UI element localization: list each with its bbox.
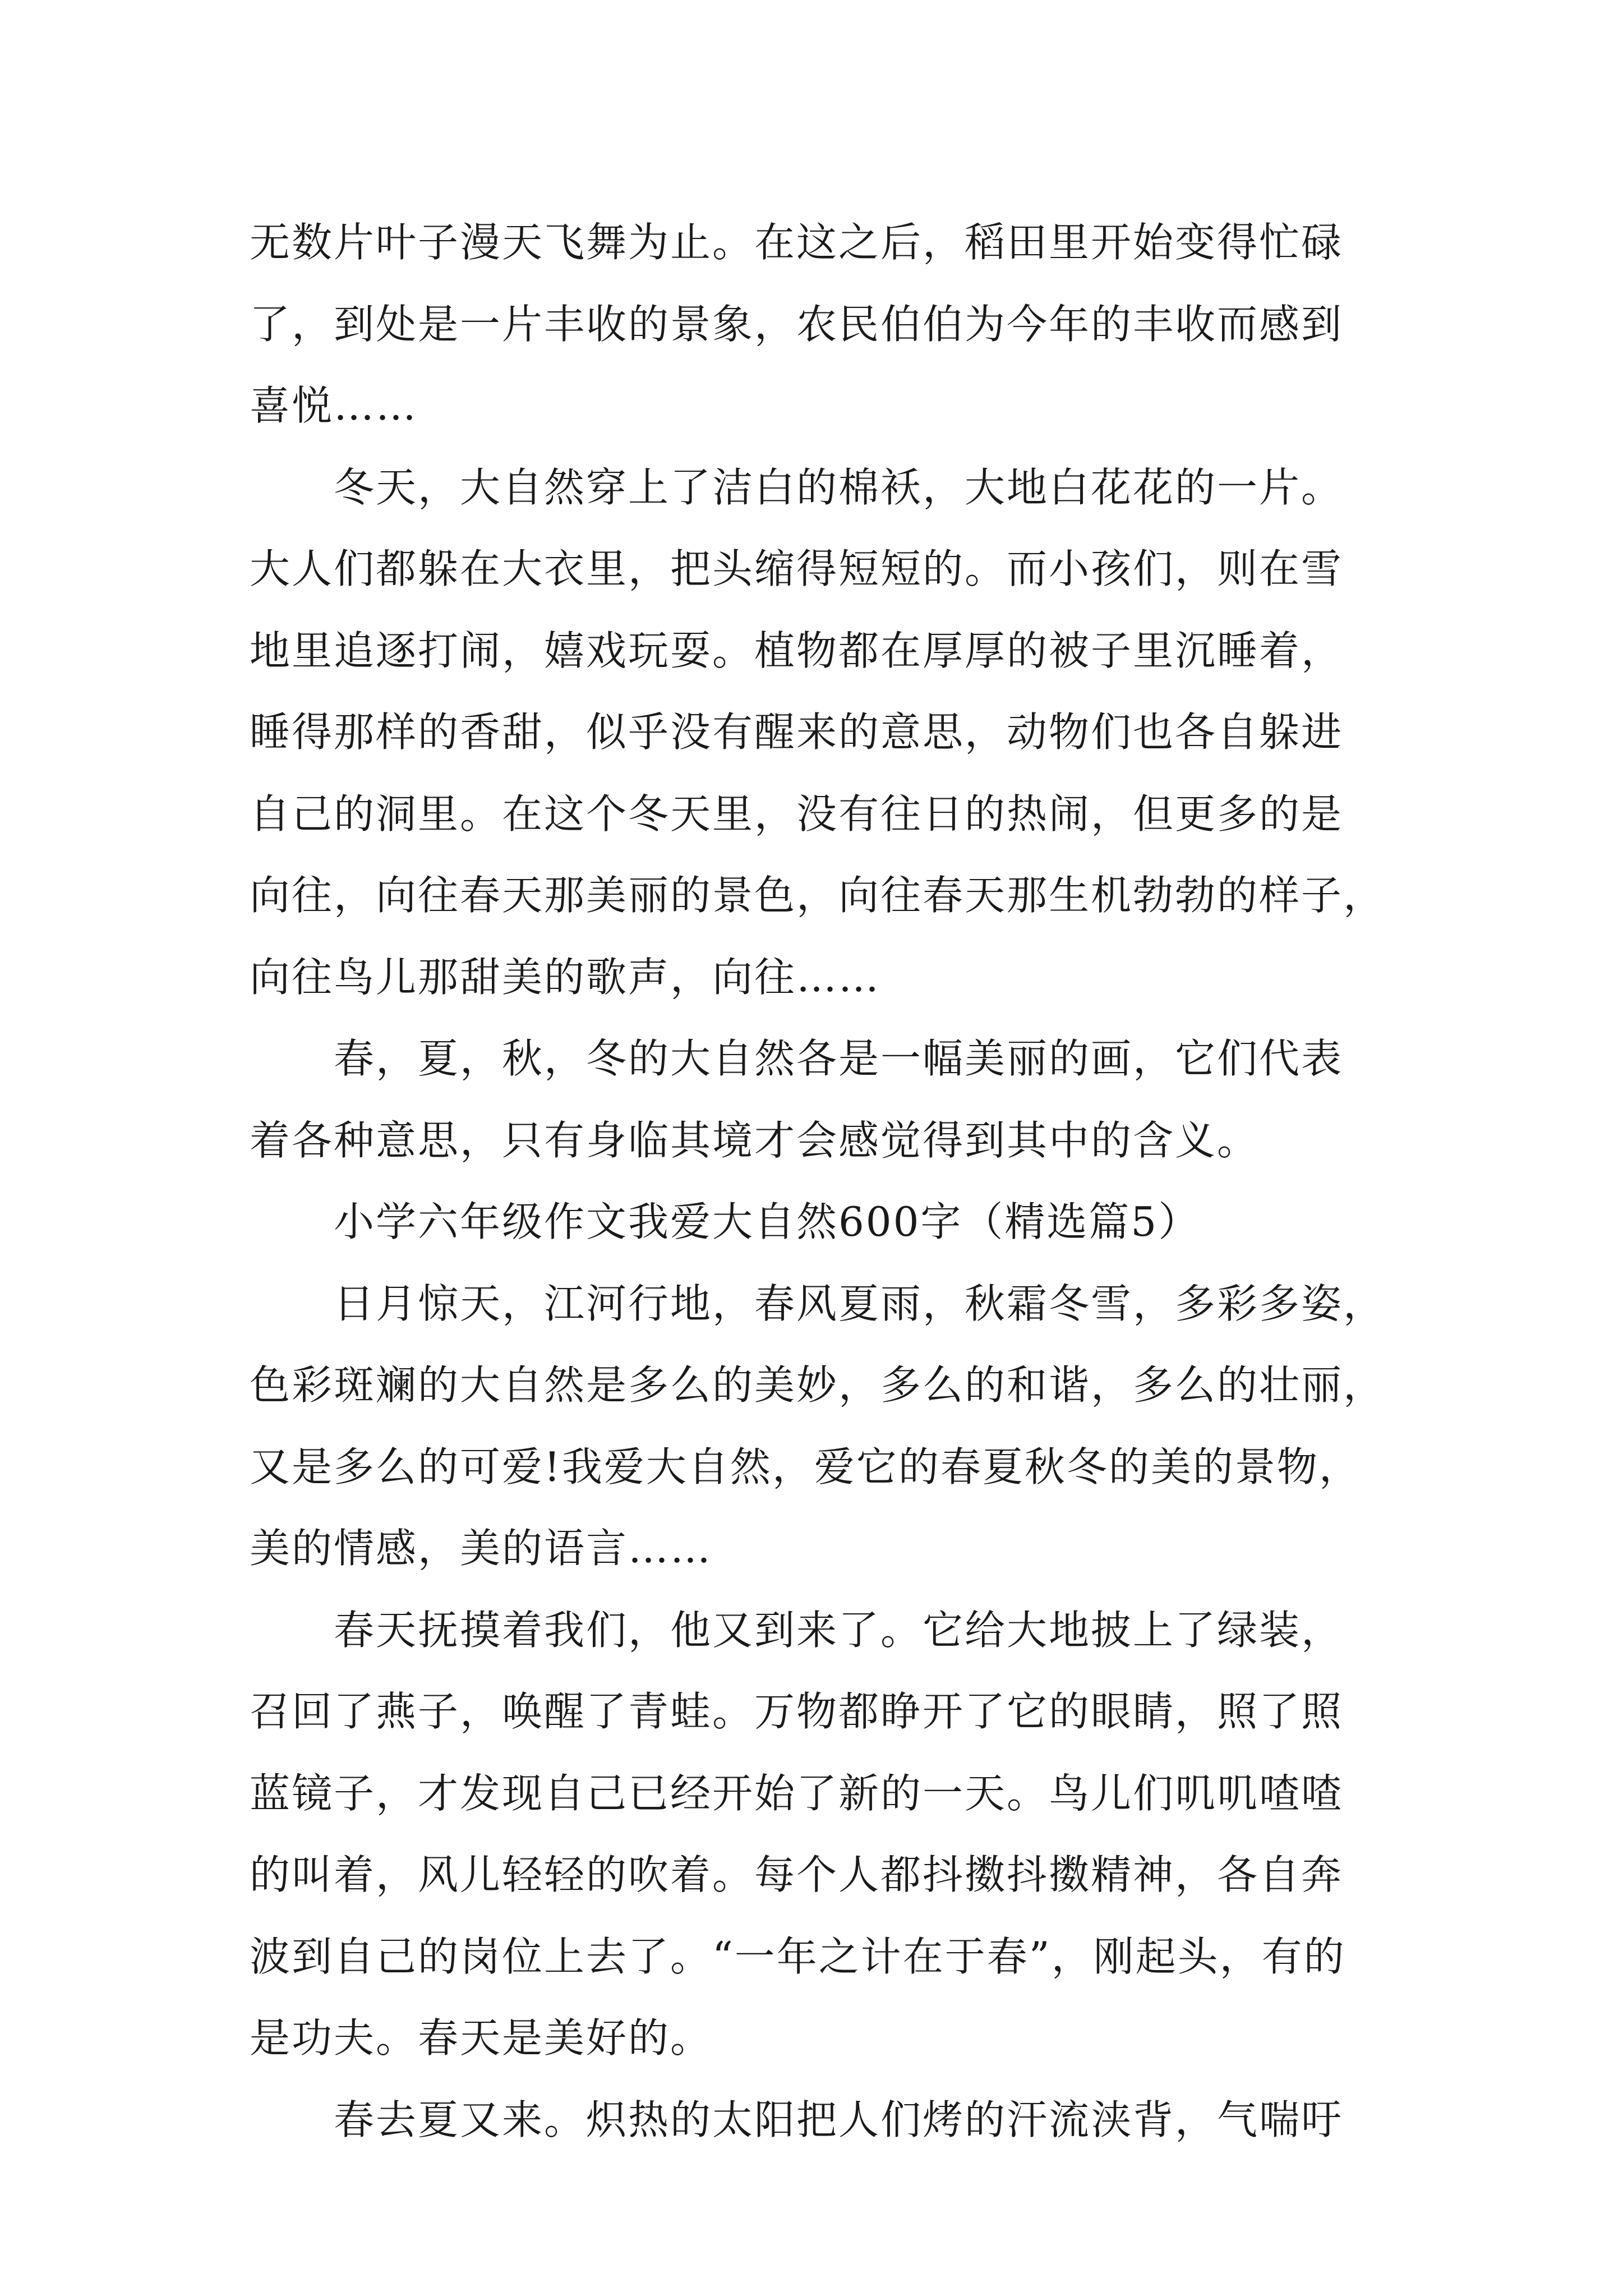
text-line: 的叫着，风儿轻轻的吹着。每个人都抖擞抖擞精神，各自奔 bbox=[250, 1851, 1344, 1898]
text-line: 无数片叶子漫天飞舞为止。在这之后，稻田里开始变得忙碌 bbox=[250, 219, 1344, 266]
text-line: 地里追逐打闹，嬉戏玩耍。植物都在厚厚的被子里沉睡着， bbox=[250, 627, 1344, 674]
text-line: 是功夫。春天是美好的。 bbox=[250, 2014, 713, 2062]
paragraph-first-line: 春，夏，秋，冬的大自然各是一幅美丽的画，它们代表 bbox=[334, 1035, 1344, 1082]
text-line: 了，到处是一片丰收的景象，农民伯伯为今年的丰收而感到 bbox=[250, 300, 1344, 348]
paragraph-first-line: 日月惊天，江河行地，春风夏雨，秋霜冬雪，多彩多姿， bbox=[334, 1280, 1386, 1327]
paragraph-first-line: 春天抚摸着我们，他又到来了。它给大地披上了绿装， bbox=[334, 1606, 1344, 1654]
text-line: 睡得那样的香甜，似乎没有醒来的意思，动物们也各自躲进 bbox=[250, 708, 1344, 756]
text-line: 大人们都躲在大衣里，把头缩得短短的。而小孩们，则在雪 bbox=[250, 545, 1344, 592]
text-line: 蓝镜子，才发现自己已经开始了新的一天。鸟儿们叽叽喳喳 bbox=[250, 1769, 1344, 1817]
paragraph-first-line: 春去夏又来。炽热的太阳把人们烤的汗流浃背，气喘吁 bbox=[334, 2096, 1344, 2143]
text-line: 召回了燕子，唤醒了青蛙。万物都睁开了它的眼睛，照了照 bbox=[250, 1688, 1344, 1735]
text-line: 向往，向往春天那美丽的景色，向往春天那生机勃勃的样子， bbox=[250, 872, 1386, 919]
text-line: 喜悦…… bbox=[250, 382, 418, 429]
text-line: 着各种意思，只有身临其境才会感觉得到其中的含义。 bbox=[250, 1116, 1260, 1164]
text-line: 美的情感，美的语言…… bbox=[250, 1525, 713, 1572]
text-line: 自己的洞里。在这个冬天里，没有往日的热闹，但更多的是 bbox=[250, 790, 1344, 838]
text-line: 波到自己的岗位上去了。“一年之计在于春”，刚起头，有的 bbox=[250, 1932, 1346, 1980]
text-line: 又是多么的可爱!我爱大自然，爱它的春夏秋冬的美的景物， bbox=[250, 1443, 1361, 1490]
paragraph-first-line: 冬天，大自然穿上了洁白的棉袄，大地白花花的一片。 bbox=[334, 463, 1344, 511]
body-text bbox=[250, 202, 1388, 2161]
text-line: 向往鸟儿那甜美的歌声，向往…… bbox=[250, 953, 881, 1001]
text-line: 色彩斑斓的大自然是多么的美妙，多么的和谐，多么的壮丽， bbox=[250, 1361, 1386, 1409]
section-heading: 小学六年级作文我爱大自然600字（精选篇5） bbox=[334, 1198, 1201, 1245]
